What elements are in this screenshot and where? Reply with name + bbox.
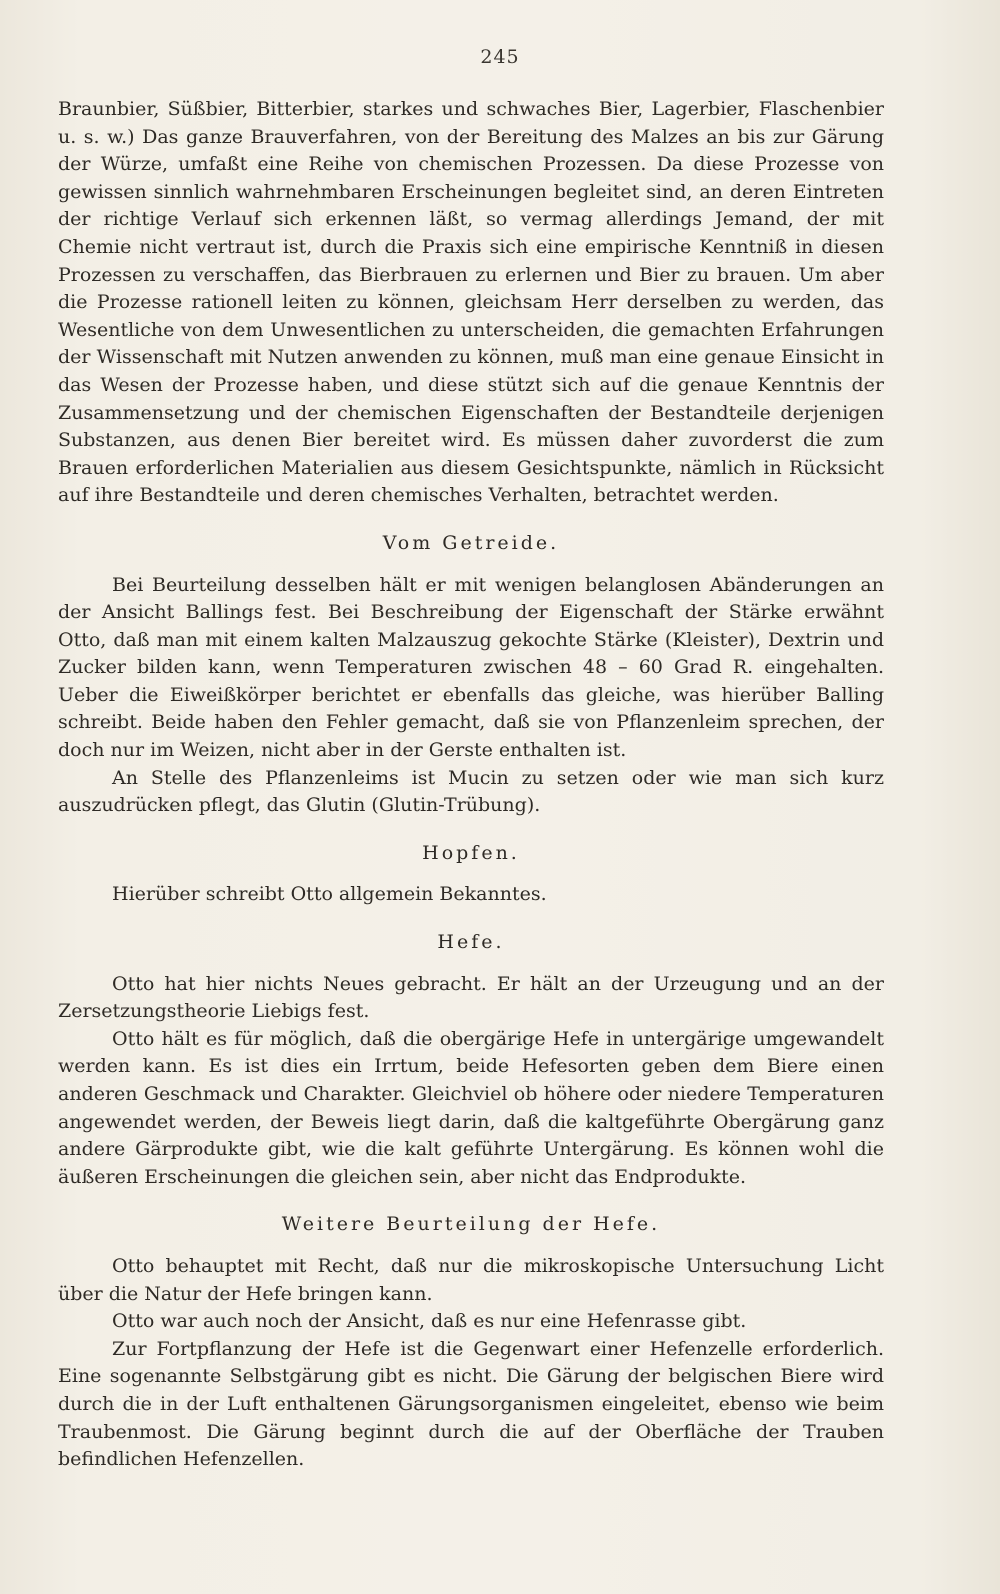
- paragraph: Bei Beurteilung desselben hält er mit wenigen belanglosen Abänderungen an der Ansicht Ballings fest. Bei Beschreibung der Eigenschaft der Stärke erwähnt Otto, daß man mit einem kalten Malzauszug gekochte Stärke (Kleister), Dextrin und Zucker bilden kann, wenn Temperaturen zwischen 48 – 60 Grad R. eingehalten. Ueber die Eiweißkörper berichtet er ebenfalls das gleiche, was hierüber Balling schreibt. Beide haben den Fehler gemacht, daß sie von Pflanzenleim sprechen, der doch nur im Weizen, nicht aber in der Gerste enthalten ist.: [58, 573, 884, 762]
- section-heading: Weitere Beurteilung der Hefe.: [281, 1213, 661, 1236]
- paragraph: Zur Fortpflanzung der Hefe ist die Gegenwart einer Hefenzelle erforderlich. Eine sogenannte Selbstgärung gibt es nicht. Die Gärung der belgischen Biere wird durch die in der Luft enthaltenen Gärungsorganismen eingeleitet, ebenso wie beim Traubenmost. Die Gärung beginnt durch die auf der Oberfläche der Trauben befindlichen Hefenzellen.: [58, 1337, 884, 1471]
- paragraph: Hierüber schreibt Otto allgemein Bekanntes.: [112, 883, 547, 906]
- paragraph: Otto hält es für möglich, daß die obergärige Hefe in untergärige umgewandelt werden kann. Es ist dies ein Irrtum, beide Hefesorten geben dem Biere einen anderen Geschmack und Charakter. Gleichviel ob höhere oder niedere Temperaturen angewendet werden, der Beweis liegt darin, daß die kaltgeführte Obergärung ganz andere Gärprodukte gibt, wie die kalt geführte Untergärung. Es können wohl die äußeren Erscheinungen die gleichen sein, aber nicht das Endprodukte.: [58, 1027, 884, 1188]
- page-body: [58, 96, 884, 1474]
- paragraph: Otto war auch noch der Ansicht, daß es nur eine Hefenrasse gibt.: [112, 1310, 747, 1333]
- paragraph: Otto behauptet mit Recht, daß nur die mikroskopische Untersuchung Licht über die Natur der Hefe bringen kann.: [58, 1254, 884, 1305]
- paragraph: An Stelle des Pflanzenleims ist Mucin zu setzen oder wie man sich kurz auszudrücken pflegt, das Glutin (Glutin-Trübung).: [58, 766, 884, 817]
- section-heading: Hefe.: [437, 931, 505, 954]
- page-number: 245: [480, 46, 520, 68]
- paragraph: Otto hat hier nichts Neues gebracht. Er hält an der Urzeugung und an der Zersetzungstheorie Liebigs fest.: [58, 972, 884, 1023]
- paragraph: Braunbier, Süßbier, Bitterbier, starkes und schwaches Bier, Lagerbier, Flaschenbier u. s. w.) Das ganze Brauverfahren, von der Bereitung des Malzes an bis zur Gärung der Würze, umfaßt eine Reihe von chemischen Prozessen. Da diese Prozesse von gewissen sinnlich wahrnehmbaren Erscheinungen begleitet sind, an deren Eintreten der richtige Verlauf sich erkennen läßt, so vermag allerdings Jemand, der mit Chemie nicht vertraut ist, durch die Praxis sich eine empirische Kenntniß in diesen Prozessen zu verschaffen, das Bierbrauen zu erlernen und Bier zu brauen. Um aber die Prozesse rationell leiten zu können, gleichsam Herr derselben zu werden, das Wesentliche von dem Unwesentlichen zu unterscheiden, die gemachten Erfahrungen der Wissenschaft mit Nutzen anwenden zu können, muß man eine genaue Einsicht in das Wesen der Prozesse haben, und diese stützt sich auf die genaue Kenntnis der Zusammensetzung und der chemischen Eigenschaften der Bestandteile derjenigen Substanzen, aus denen Bier bereitet wird. Es müssen daher zuvorderst die zum Brauen erforderlichen Materialien aus diesem Gesichtspunkte, nämlich in Rücksicht auf ihre Bestandteile und deren chemisches Verhalten, betrachtet werden.: [58, 98, 884, 507]
- section-heading: Vom Getreide.: [382, 531, 560, 554]
- section-heading: Hopfen.: [422, 841, 520, 864]
